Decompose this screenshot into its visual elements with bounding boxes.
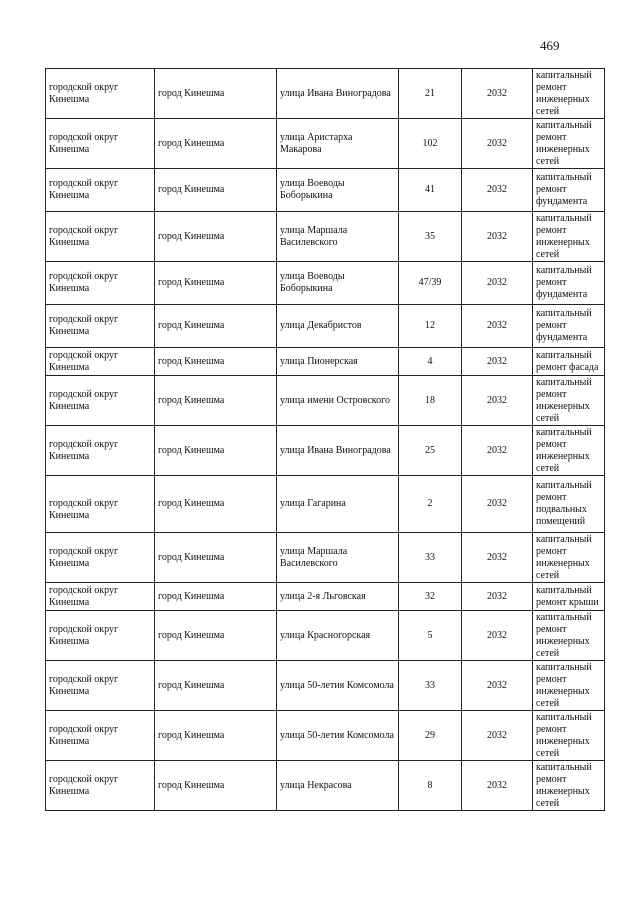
- year-cell: 2032: [462, 426, 533, 476]
- district-cell: городской округ Кинешма: [46, 69, 155, 119]
- table-row: [46, 119, 605, 169]
- year-cell: 2032: [462, 376, 533, 426]
- city-cell: город Кинешма: [155, 426, 277, 476]
- city-cell: город Кинешма: [155, 69, 277, 119]
- district-cell: городской округ Кинешма: [46, 376, 155, 426]
- street-cell: улица имени Островского: [277, 376, 399, 426]
- year-cell: 2032: [462, 761, 533, 811]
- house-number-cell: 33: [399, 661, 462, 711]
- house-number-cell: 102: [399, 119, 462, 169]
- table-row: [46, 348, 605, 376]
- year-cell: 2032: [462, 119, 533, 169]
- table-row: [46, 661, 605, 711]
- year-cell: 2032: [462, 583, 533, 611]
- city-cell: город Кинешма: [155, 476, 277, 533]
- district-cell: городской округ Кинешма: [46, 262, 155, 305]
- house-number-cell: 18: [399, 376, 462, 426]
- house-number-cell: 33: [399, 533, 462, 583]
- house-number-cell: 12: [399, 305, 462, 348]
- city-cell: город Кинешма: [155, 611, 277, 661]
- house-number-cell: 2: [399, 476, 462, 533]
- year-cell: 2032: [462, 533, 533, 583]
- table-row: [46, 533, 605, 583]
- district-cell: городской округ Кинешма: [46, 426, 155, 476]
- year-cell: 2032: [462, 69, 533, 119]
- district-cell: городской округ Кинешма: [46, 611, 155, 661]
- year-cell: 2032: [462, 611, 533, 661]
- district-cell: городской округ Кинешма: [46, 661, 155, 711]
- table-row: [46, 376, 605, 426]
- city-cell: город Кинешма: [155, 305, 277, 348]
- work-type-cell: капитальный ремонт фундамента: [533, 262, 605, 305]
- street-cell: улица Некрасова: [277, 761, 399, 811]
- table-row: [46, 69, 605, 119]
- work-type-cell: капитальный ремонт фундамента: [533, 169, 605, 212]
- table-row: [46, 426, 605, 476]
- table-row: [46, 761, 605, 811]
- house-number-cell: 4: [399, 348, 462, 376]
- street-cell: улица Декабристов: [277, 305, 399, 348]
- table-row: [46, 305, 605, 348]
- house-number-cell: 5: [399, 611, 462, 661]
- street-cell: улица Маршала Василевского: [277, 212, 399, 262]
- district-cell: городской округ Кинешма: [46, 119, 155, 169]
- house-number-cell: 41: [399, 169, 462, 212]
- work-type-cell: капитальный ремонт инженерных сетей: [533, 711, 605, 761]
- work-type-cell: капитальный ремонт инженерных сетей: [533, 426, 605, 476]
- house-number-cell: 25: [399, 426, 462, 476]
- district-cell: городской округ Кинешма: [46, 533, 155, 583]
- table-row: [46, 611, 605, 661]
- city-cell: город Кинешма: [155, 169, 277, 212]
- street-cell: улица Пионерская: [277, 348, 399, 376]
- work-type-cell: капитальный ремонт инженерных сетей: [533, 69, 605, 119]
- table-row: [46, 476, 605, 533]
- street-cell: улица Воеводы Боборыкина: [277, 169, 399, 212]
- work-type-cell: капитальный ремонт инженерных сетей: [533, 119, 605, 169]
- street-cell: улица 2-я Льговская: [277, 583, 399, 611]
- work-type-cell: капитальный ремонт подвальных помещений: [533, 476, 605, 533]
- street-cell: улица Воеводы Боборыкина: [277, 262, 399, 305]
- work-type-cell: капитальный ремонт инженерных сетей: [533, 533, 605, 583]
- district-cell: городской округ Кинешма: [46, 761, 155, 811]
- year-cell: 2032: [462, 661, 533, 711]
- district-cell: городской округ Кинешма: [46, 348, 155, 376]
- year-cell: 2032: [462, 169, 533, 212]
- year-cell: 2032: [462, 305, 533, 348]
- year-cell: 2032: [462, 476, 533, 533]
- district-cell: городской округ Кинешма: [46, 711, 155, 761]
- work-type-cell: капитальный ремонт инженерных сетей: [533, 212, 605, 262]
- city-cell: город Кинешма: [155, 262, 277, 305]
- year-cell: 2032: [462, 711, 533, 761]
- work-type-cell: капитальный ремонт фасада: [533, 348, 605, 376]
- street-cell: улица Ивана Виноградова: [277, 69, 399, 119]
- city-cell: город Кинешма: [155, 661, 277, 711]
- street-cell: улица 50-летия Комсомола: [277, 711, 399, 761]
- street-cell: улица Маршала Василевского: [277, 533, 399, 583]
- table-row: [46, 262, 605, 305]
- year-cell: 2032: [462, 212, 533, 262]
- work-type-cell: капитальный ремонт фундамента: [533, 305, 605, 348]
- city-cell: город Кинешма: [155, 711, 277, 761]
- district-cell: городской округ Кинешма: [46, 583, 155, 611]
- work-type-cell: капитальный ремонт инженерных сетей: [533, 661, 605, 711]
- district-cell: городской округ Кинешма: [46, 476, 155, 533]
- district-cell: городской округ Кинешма: [46, 305, 155, 348]
- work-type-cell: капитальный ремонт инженерных сетей: [533, 611, 605, 661]
- street-cell: улица Красногорская: [277, 611, 399, 661]
- street-cell: улица 50-летия Комсомола: [277, 661, 399, 711]
- city-cell: город Кинешма: [155, 376, 277, 426]
- street-cell: улица Аристарха Макарова: [277, 119, 399, 169]
- house-number-cell: 8: [399, 761, 462, 811]
- district-cell: городской округ Кинешма: [46, 169, 155, 212]
- house-number-cell: 35: [399, 212, 462, 262]
- district-cell: городской округ Кинешма: [46, 212, 155, 262]
- table-row: [46, 583, 605, 611]
- year-cell: 2032: [462, 262, 533, 305]
- city-cell: город Кинешма: [155, 533, 277, 583]
- city-cell: город Кинешма: [155, 119, 277, 169]
- house-number-cell: 21: [399, 69, 462, 119]
- house-number-cell: 29: [399, 711, 462, 761]
- house-number-cell: 47/39: [399, 262, 462, 305]
- repair-schedule-table: [45, 68, 605, 811]
- table-row: [46, 212, 605, 262]
- house-number-cell: 32: [399, 583, 462, 611]
- table-row: [46, 169, 605, 212]
- street-cell: улица Гагарина: [277, 476, 399, 533]
- table-row: [46, 711, 605, 761]
- year-cell: 2032: [462, 348, 533, 376]
- city-cell: город Кинешма: [155, 212, 277, 262]
- work-type-cell: капитальный ремонт крыши: [533, 583, 605, 611]
- page-number: 469: [540, 38, 560, 53]
- work-type-cell: капитальный ремонт инженерных сетей: [533, 376, 605, 426]
- street-cell: улица Ивана Виноградова: [277, 426, 399, 476]
- city-cell: город Кинешма: [155, 583, 277, 611]
- work-type-cell: капитальный ремонт инженерных сетей: [533, 761, 605, 811]
- city-cell: город Кинешма: [155, 761, 277, 811]
- city-cell: город Кинешма: [155, 348, 277, 376]
